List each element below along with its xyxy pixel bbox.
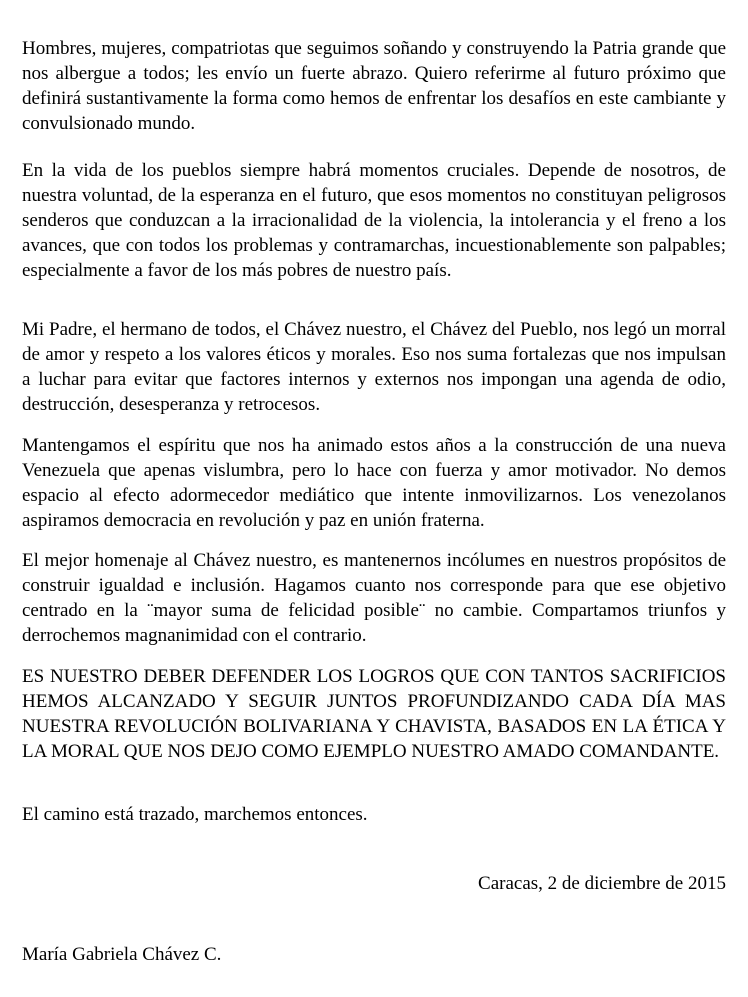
- paragraph-greeting: Hombres, mujeres, compatriotas que seguimos soñando y construyendo la Patria grande que nos albergue a todos; les envío un fuerte abrazo. Quiero referirme al futuro próximo que definirá sustantivamente la forma como hemos de enfrentar los desafíos en este cambiante y convulsionado mundo.: [22, 38, 726, 134]
- place-date: Caracas, 2 de diciembre de 2015: [478, 873, 726, 894]
- paragraph-duty: ES NUESTRO DEBER DEFENDER LOS LOGROS QUE CON TANTOS SACRIFICIOS HEMOS ALCANZADO Y SEGUIR JUNTOS PROFUNDIZANDO CADA DÍA MAS NUESTRA REVOLUCIÓN BOLIVARIANA Y CHAVISTA, BASADOS EN LA ÉTICA Y LA MORAL QUE NOS DEJO COMO EJEMPLO NUESTRO AMADO COMANDANTE.: [22, 666, 726, 762]
- signature-name: María Gabriela Chávez C.: [22, 944, 222, 965]
- paragraph-crucial-moments: En la vida de los pueblos siempre habrá momentos cruciales. Depende de nosotros, de nuestra voluntad, de la esperanza en el futuro, que esos momentos no constituyan peligrosos senderos que conduzcan a la irracionalidad de la violencia, la intolerancia y el freno a los avances, que con todos los problemas y contramarchas, incuestionablemente son palpables; especialmente a favor de los más pobres de nuestro país.: [22, 160, 726, 281]
- paragraph-homage: El mejor homenaje al Chávez nuestro, es mantenernos incólumes en nuestros propósitos de construir igualdad e inclusión. Hagamos cuanto nos corresponde para que ese objetivo centrado en la ¨mayor suma de felicidad posible¨ no cambie. Compartamos triunfos y derrochemos magnanimidad con el contrario.: [22, 550, 726, 646]
- paragraph-spirit: Mantengamos el espíritu que nos ha animado estos años a la construcción de una nueva Venezuela que apenas vislumbra, pero lo hace con fuerza y amor motivador. No demos espacio al efecto adormecedor mediático que intente inmovilizarnos. Los venezolanos aspiramos democracia en revolución y paz en unión fraterna.: [22, 435, 726, 531]
- paragraph-legacy: Mi Padre, el hermano de todos, el Chávez nuestro, el Chávez del Pueblo, nos legó un morral de amor y respeto a los valores éticos y morales. Eso nos suma fortalezas que nos impulsan a luchar para evitar que factores internos y externos nos impongan una agenda de odio, destrucción, desesperanza y retrocesos.: [22, 319, 726, 415]
- paragraph-closing: El camino está trazado, marchemos entonces.: [22, 804, 368, 825]
